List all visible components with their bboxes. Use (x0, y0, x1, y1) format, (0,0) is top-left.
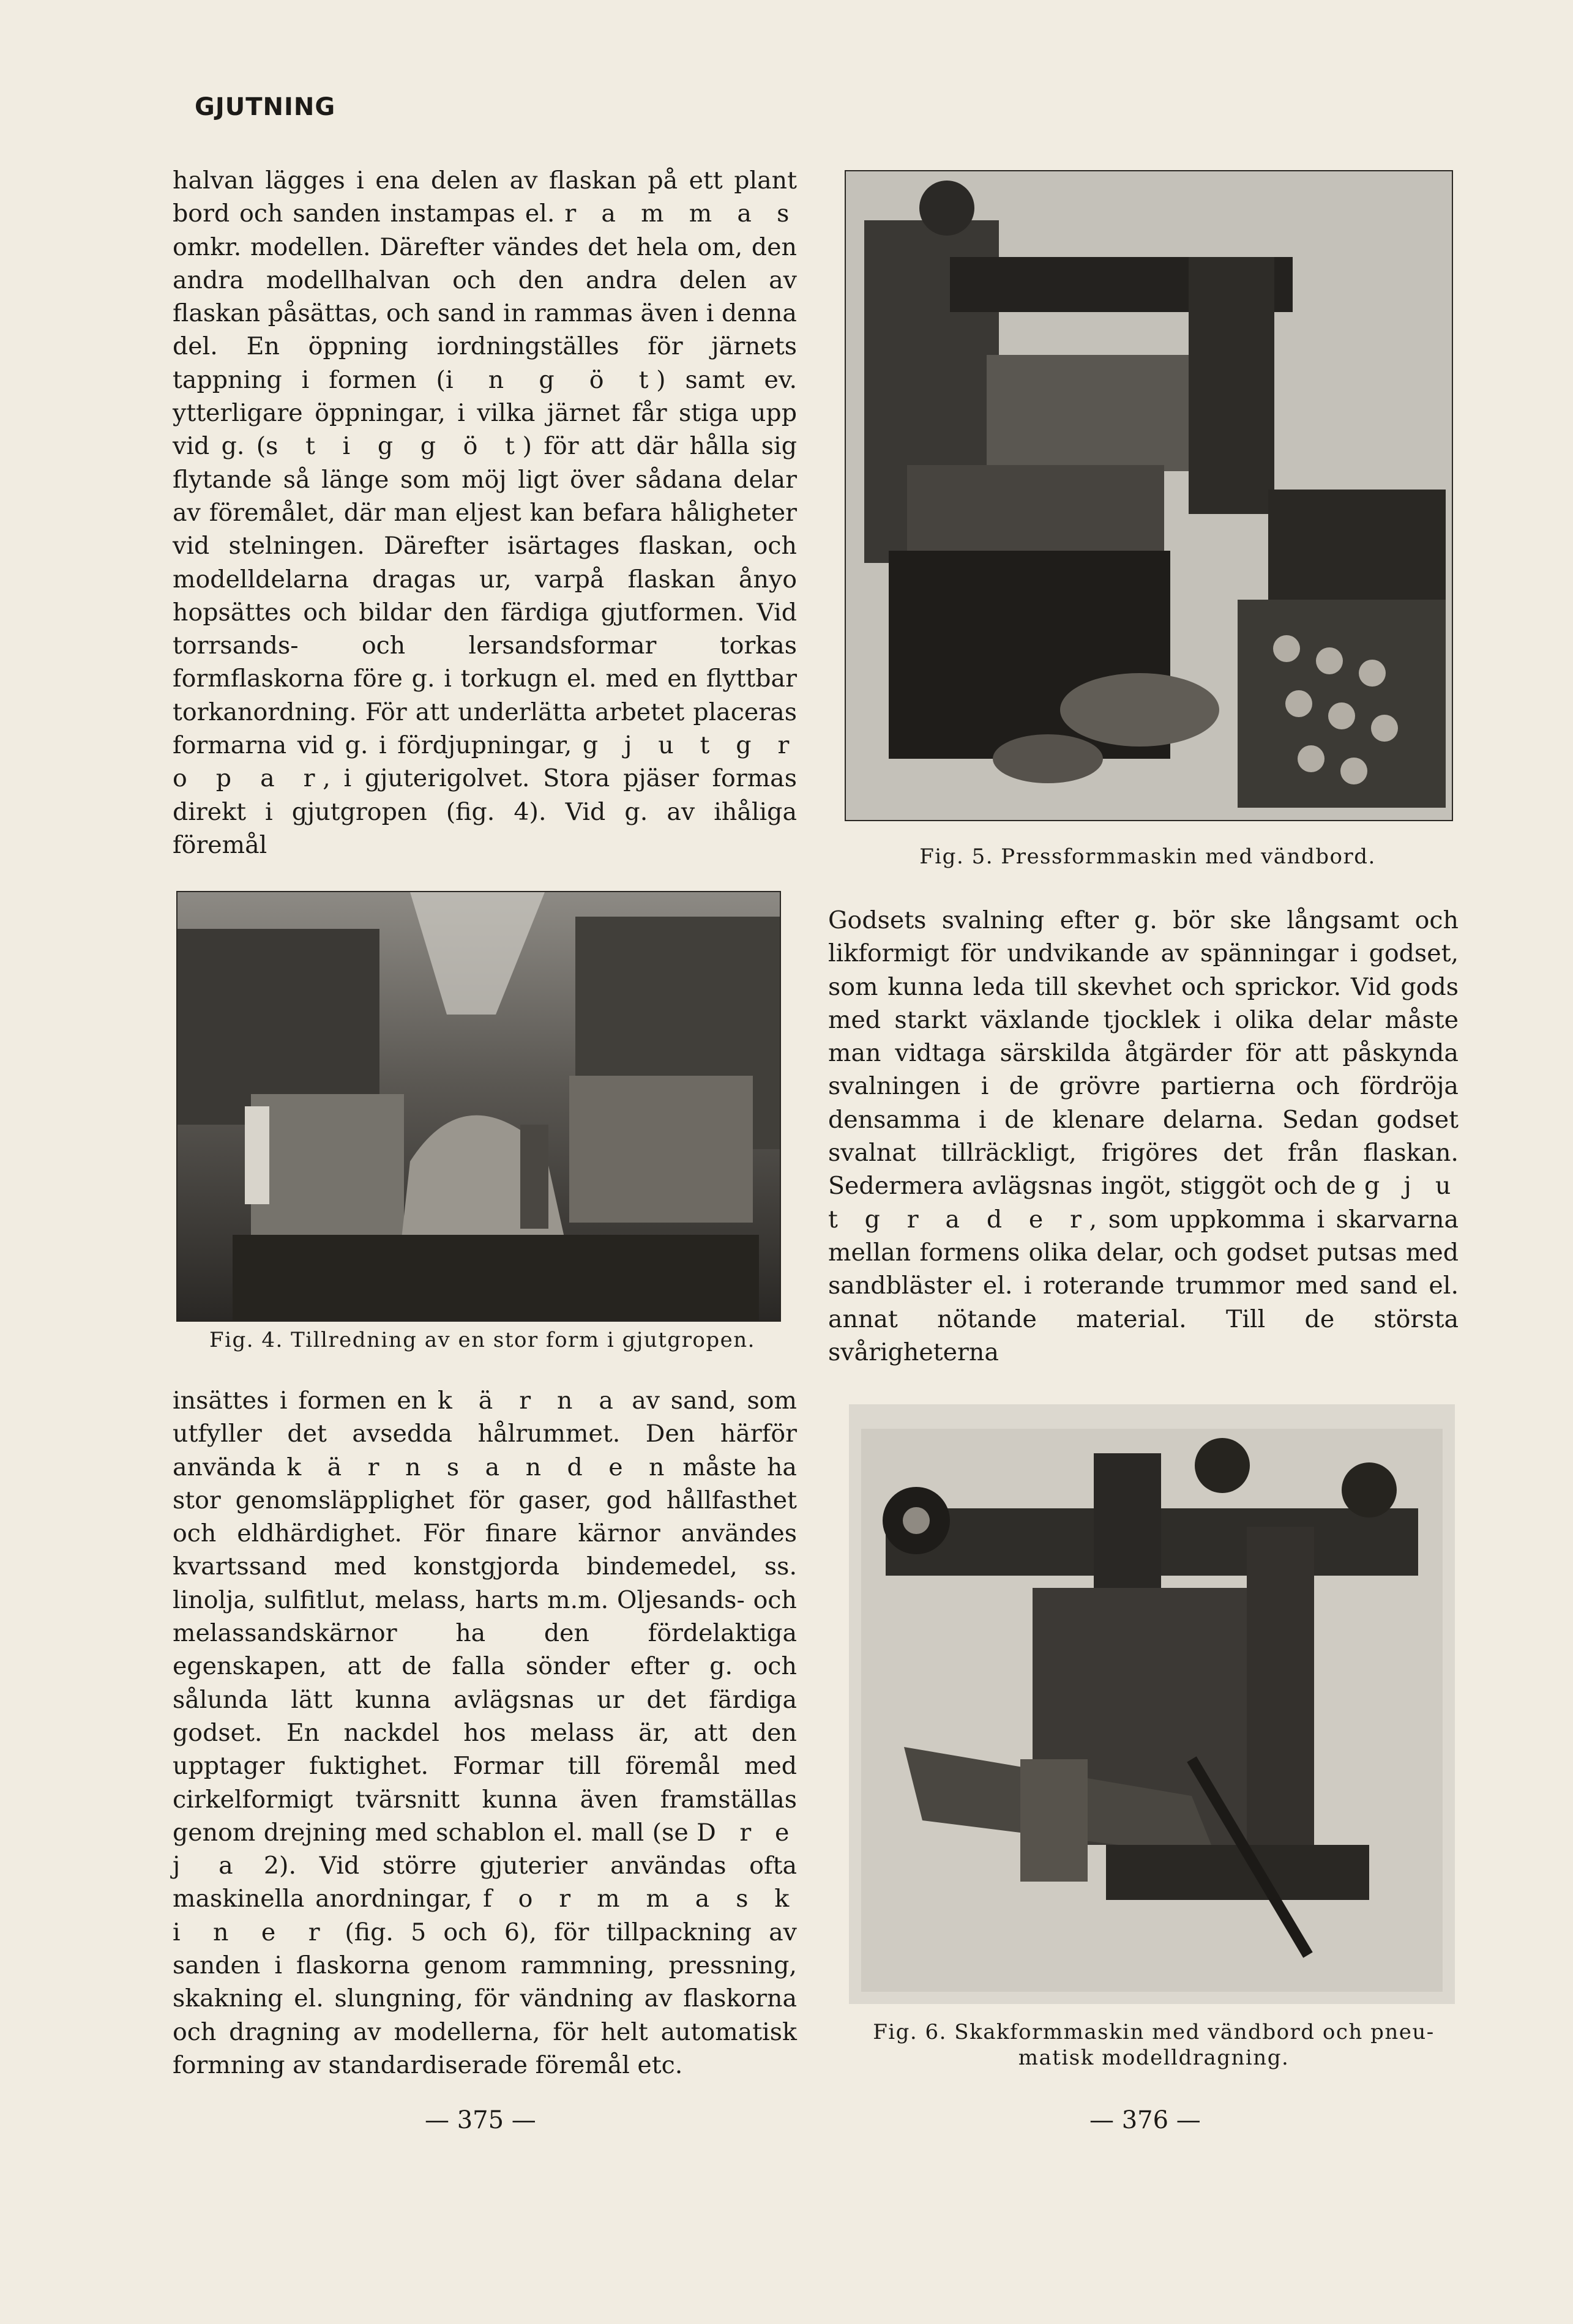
text-segment: av sand, som utfyller det avsedda hålrummet. Den härför använda (173, 1387, 797, 1481)
foundry-hall-image (177, 892, 780, 1320)
figure-5-caption: Fig. 5. Pressformmaskin med vändbord. (919, 844, 1376, 869)
figure-6-caption-line: Fig. 6. Skakformmaskin med vändbord och pneu- (873, 2020, 1435, 2044)
text-segment: (fig. 5 och 6), för tillpackning av sanden i flaskorna genom rammning, pressning, skakning el. slungning, för vändning av flaskorna och dragning av modellerna, för helt automatisk formning av standardiserade föremål etc. (173, 1918, 797, 2079)
text-segment: Godsets svalning efter g. bör ske långsamt och likformigt för undvikande av spänningar i godset, som kunna leda till skevhet och sprickor. Vid gods med starkt växlande tjocklek i olika delar måste man vidtaga särskilda åtgärder för att påskynda svalningen i de grövre partierna och fördröja densamma i de klenare delarna. Sedan godset svalnat tillräckligt, frigöres det från flaskan. Sedermera avlägsnas ingöt, stiggöt och de (828, 906, 1459, 1201)
page-number-left: — 375 — (425, 2106, 536, 2134)
term-dreja: D r e j a (173, 1818, 797, 1880)
term-rammas: r a m m a s (564, 199, 797, 228)
text-block-left-bottom (173, 1384, 797, 2082)
text-segment: ) för att där hålla sig flytande så länge som möj ligt över sådana delar av föremålet, där man eljest kan befara håligheter vid stelningen. Därefter isärtages flaskan, och modelldelarna dragas ur, varpå flaskan ånyo hopsättes och bildar den färdiga gjutformen. Vid torrsands- och lersandsformar torkas formflaskorna före g. i torkugn el. med en flyttbar torkanordning. För att underlätta arbetet placeras formarna vid g. i fördjupningar, (173, 432, 797, 760)
text-segment: , i gjuterigolvet. Stora pjäser formas direkt i gjutgropen (fig. 4). Vid g. av ihåliga föremål (173, 764, 797, 859)
page-number-right: — 376 — (1089, 2106, 1201, 2134)
term-formmaskiner: f o r m m a s k i n e r (173, 1885, 797, 1946)
figure-5-photo (845, 170, 1453, 821)
figure-6-caption (845, 2019, 1463, 2071)
term-karnsanden: k ä r n s a n d e n (286, 1453, 673, 1481)
text-segment: ) samt ev. ytterligare öppningar, i vilka järnet får stiga upp vid g. ( (173, 365, 798, 461)
text-segment: , som uppkomma i skarvarna mellan formens olika delar, och godset putsas med sandbläster el. i roterande trummor med sand el. annat nötande material. Till de största svårigheterna (828, 1205, 1459, 1366)
term-karna: k ä r n a (437, 1387, 621, 1415)
term-stiggot: s t i g g ö t (266, 432, 523, 461)
text-segment: måste ha stor genomsläpplighet för gaser, god hållfasthet och eldhärdighet. För finare kärnor användes kvartssand med konstgjorda bindemedel, ss. linolja, sulfitlut, melass, harts m.m. Oljesands- och melassandskärnor ha den fördelaktiga egenskapen, att de falla sönder efter g. och sålunda lätt kunna avlägsnas ur det färdiga godset. En nackdel hos melass är, att den upptager fuktighet. Formar till föremål med cirkelformigt tvärsnitt kunna även framställas genom drejning med schablon el. mall (se (173, 1453, 797, 1847)
text-block-right (828, 904, 1459, 1369)
running-header: GJUTNING (195, 93, 336, 121)
text-segment: halvan lägges i ena delen av flaskan på ett plant bord och sanden instampas el. (173, 166, 797, 228)
term-gjutgropar: g j u t g r o p a r (173, 731, 797, 793)
term-gjutgrader: g j u t g r a d e r (828, 1172, 1459, 1234)
text-segment: omkr. modellen. Därefter vändes det hela om, den andra modellhalvan och den andra delen av flaskan påsättas, och sand in rammas även i denna del. En öppning iordningställes för järnets tappning i formen ( (173, 233, 797, 394)
text-segment: insättes i formen en (173, 1387, 438, 1415)
figure-4-photo (176, 891, 781, 1322)
term-ingot: i n g ö t (445, 365, 657, 394)
text-segment: 2). Vid större gjuterier användas ofta maskinella anordningar, (173, 1852, 797, 1913)
figure-6-photo (849, 1404, 1455, 2004)
figure-6-caption-line: matisk modelldragning. (1018, 2046, 1290, 2070)
figure-4-caption: Fig. 4. Tillredning av en stor form i gjutgropen. (209, 1328, 755, 1352)
jolt-molding-machine-image (849, 1404, 1455, 2004)
text-block-left-top (173, 164, 797, 862)
press-molding-machine-image (846, 171, 1452, 820)
